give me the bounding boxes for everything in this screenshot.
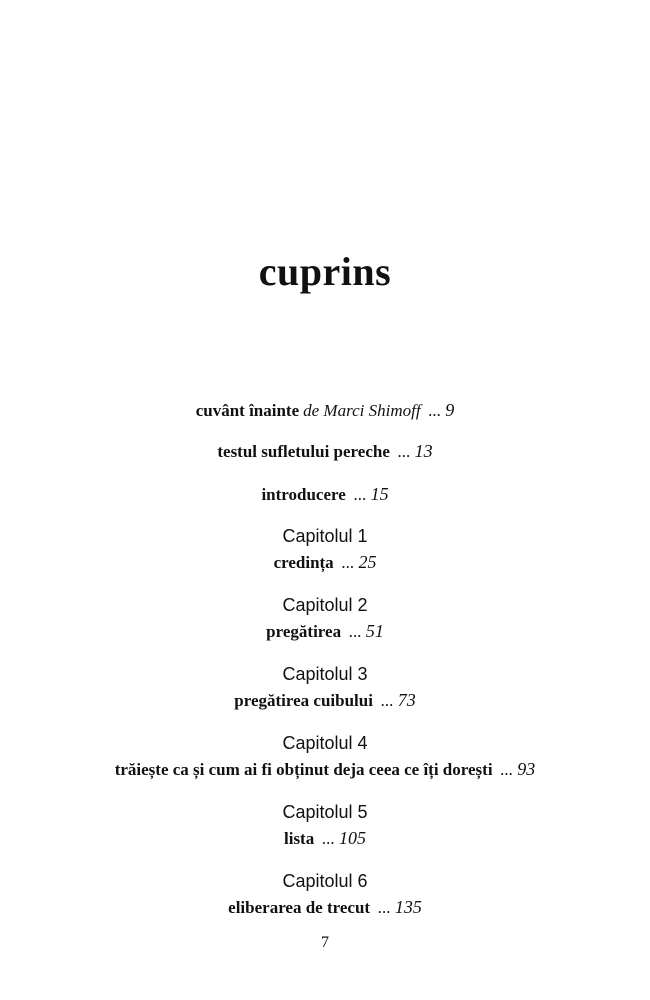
toc-entry-dots: ...	[428, 401, 442, 420]
toc-entry-dots: ...	[500, 760, 514, 779]
chapter-title: pregătirea cuibului	[234, 691, 373, 710]
toc-entry-test	[0, 439, 650, 465]
chapter-title: credința	[273, 553, 334, 572]
toc-entry-dots: ...	[322, 829, 335, 848]
chapter-3-label-line	[0, 662, 650, 688]
chapter-label: Capitolul 1	[282, 526, 368, 546]
chapter-page: 73	[397, 690, 416, 710]
toc-entry-page: 9	[445, 400, 455, 420]
chapter-title: lista	[284, 829, 315, 848]
chapter-page: 93	[517, 759, 536, 779]
chapter-label: Capitolul 5	[282, 802, 368, 822]
chapter-label: Capitolul 2	[282, 595, 368, 615]
chapter-5-label-line	[0, 800, 650, 826]
toc-entry-dots: ...	[378, 898, 391, 917]
toc-entry-title: testul sufletului pereche	[217, 442, 390, 461]
toc-entry-title: cuvânt înainte	[195, 401, 300, 420]
chapter-label: Capitolul 4	[282, 733, 368, 753]
chapter-1-title-line	[0, 550, 650, 576]
chapter-4-title-line	[0, 757, 650, 783]
chapter-3-title-line	[0, 688, 650, 714]
toc-entry-author: de Marci Shimoff	[303, 401, 421, 420]
chapter-label: Capitolul 6	[282, 871, 368, 891]
chapter-6-title-line	[0, 895, 650, 921]
chapter-title: trăiește ca și cum ai fi obținut deja ceea ce îți dorești	[114, 760, 493, 779]
chapter-1-label-line	[0, 524, 650, 550]
toc-entry-page: 15	[370, 484, 389, 504]
chapter-6-label-line	[0, 869, 650, 895]
chapter-page: 25	[358, 552, 377, 572]
toc-entry-dots: ...	[397, 442, 411, 461]
toc-entry-dots: ...	[341, 553, 355, 572]
toc-entry-title: introducere	[261, 485, 346, 504]
toc-entry-dots: ...	[349, 622, 362, 641]
toc-entry-foreword	[0, 398, 650, 424]
chapter-page: 51	[365, 621, 384, 641]
chapter-title: eliberarea de trecut	[228, 898, 371, 917]
toc-entry-page: 13	[414, 441, 433, 461]
chapter-page: 135	[394, 897, 422, 917]
chapter-2-title-line	[0, 619, 650, 645]
chapter-title: pregătirea	[266, 622, 342, 641]
toc-entry-dots: ...	[380, 691, 394, 710]
chapter-page: 105	[338, 828, 366, 848]
chapter-5-title-line	[0, 826, 650, 852]
chapter-2-label-line	[0, 593, 650, 619]
page-number: 7	[321, 934, 329, 951]
toc-entry-introduction	[0, 482, 650, 508]
page-title: cuprins	[258, 249, 392, 294]
chapter-label: Capitolul 3	[282, 664, 368, 684]
chapter-4-label-line	[0, 731, 650, 757]
toc-entry-dots: ...	[353, 485, 367, 504]
